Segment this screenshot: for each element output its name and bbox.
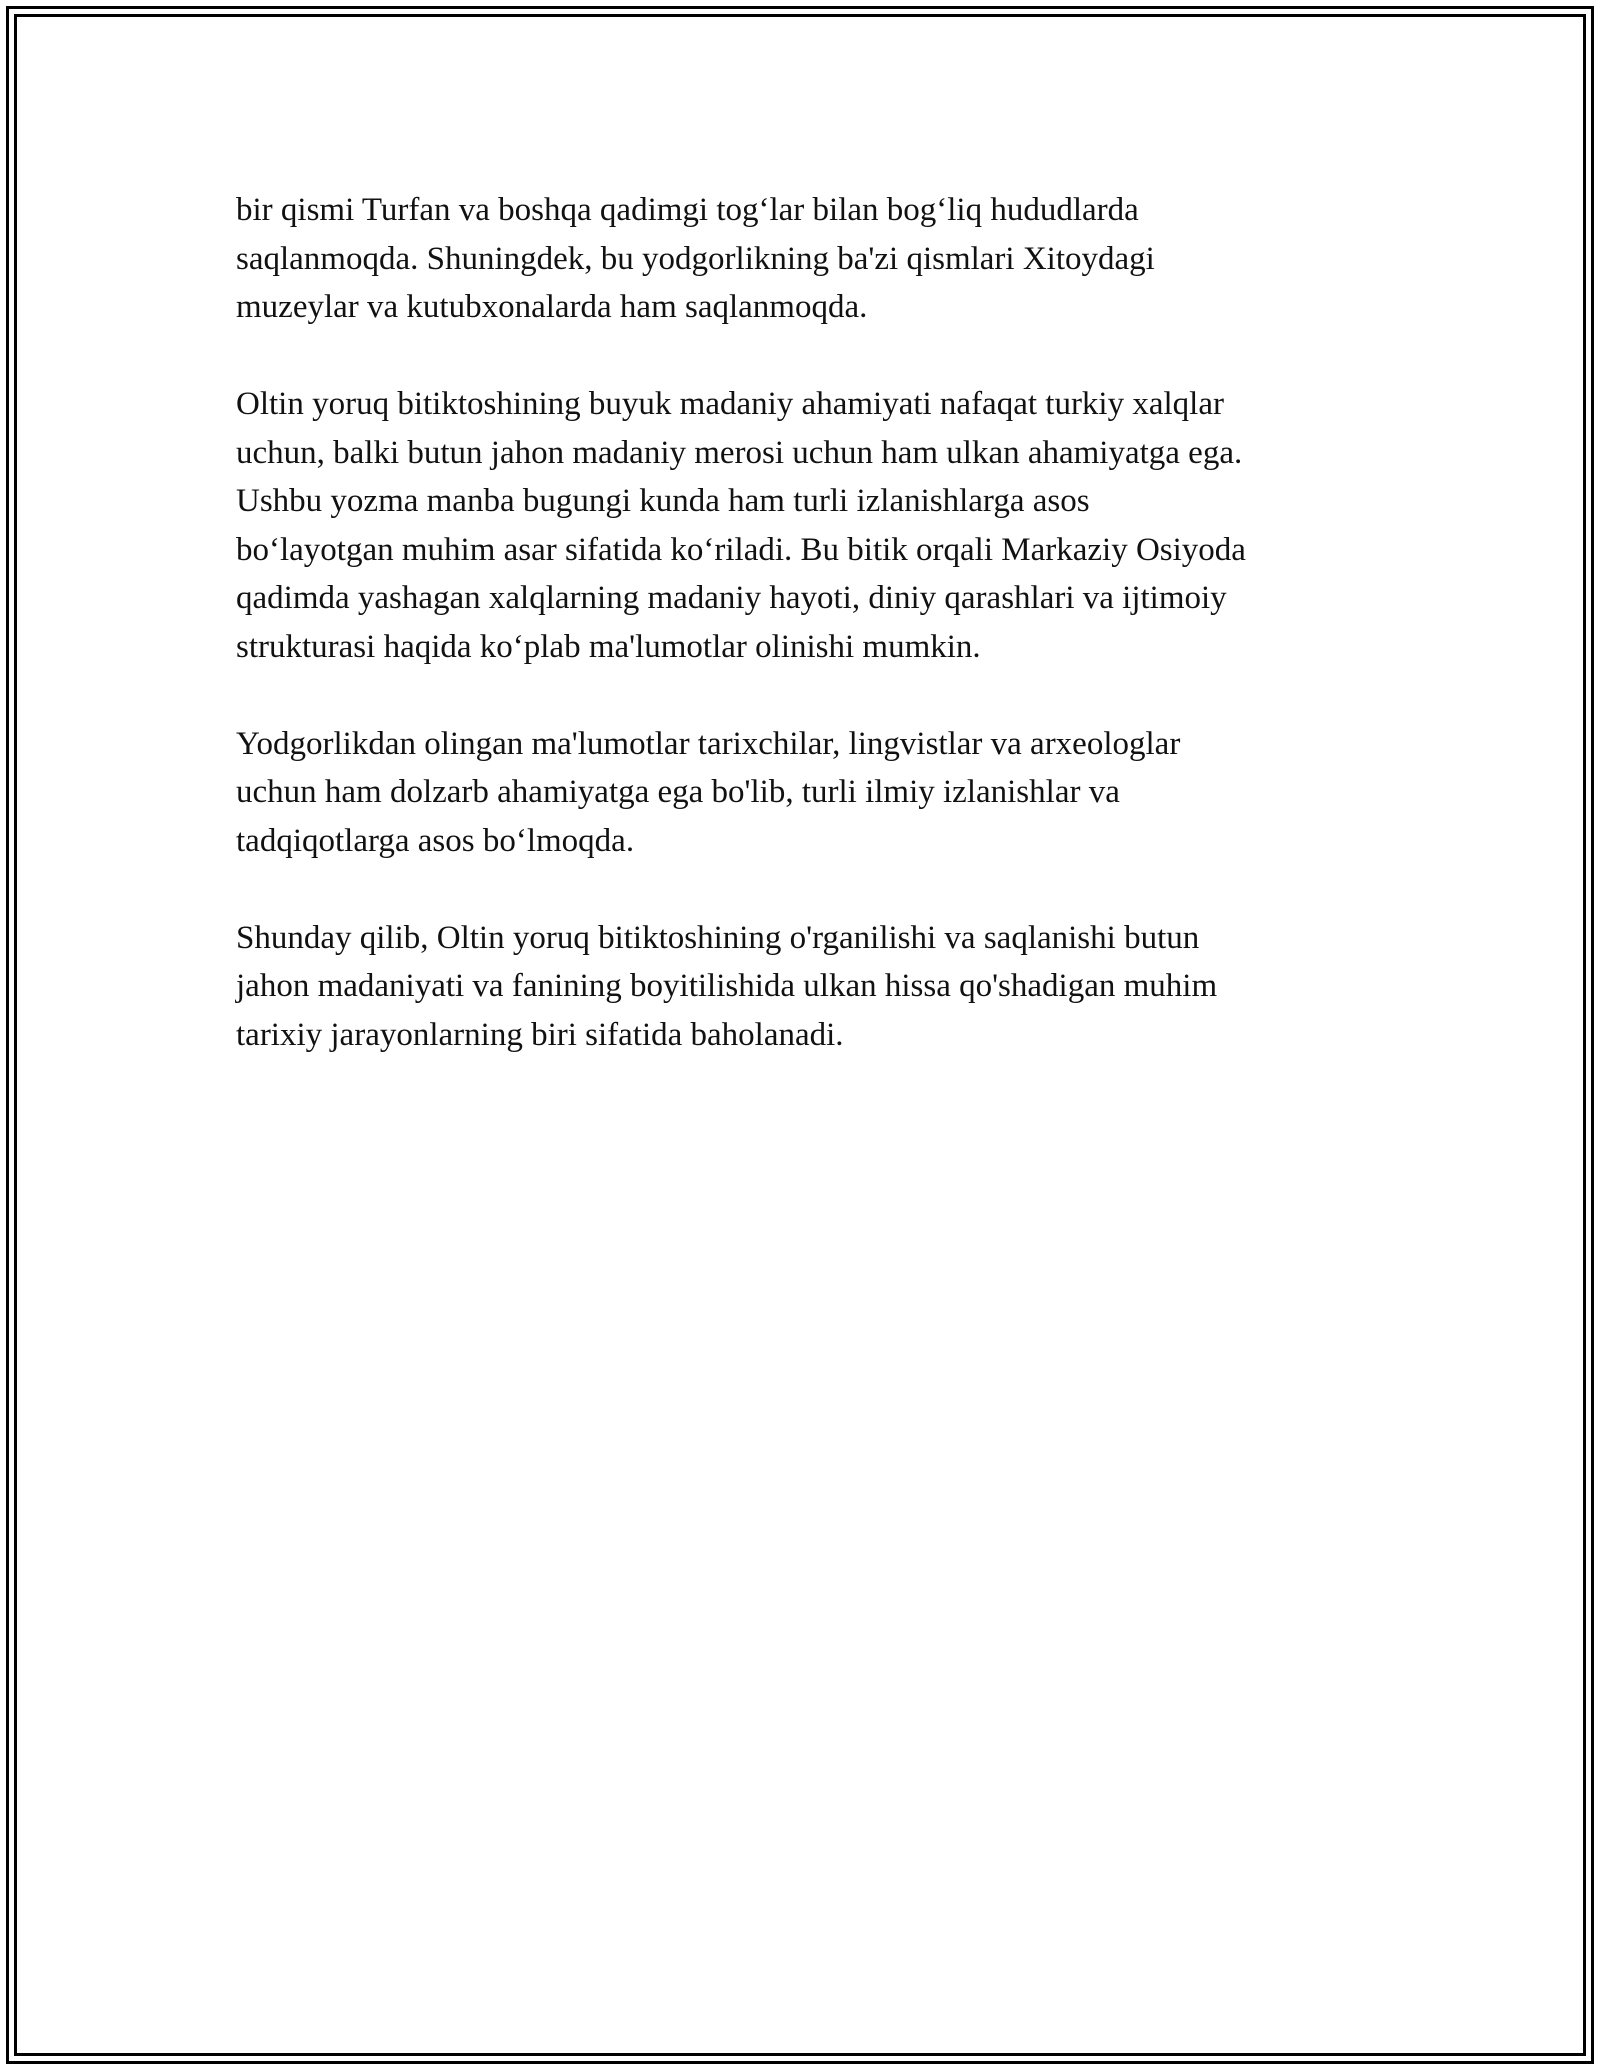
- text-line: qadimda yashagan xalqlarning madaniy hayoti, diniy qarashlari va ijtimoiy: [236, 580, 1227, 616]
- text-line: jahon madaniyati va fanining boyitilishida ulkan hissa qo'shadigan muhim: [236, 968, 1218, 1004]
- text-line: tadqiqotlarga asos bo‘lmoqda.: [236, 822, 635, 859]
- text-line: bir qismi Turfan va boshqa qadimgi tog‘lar bilan bog‘liq hududlarda: [236, 192, 1139, 228]
- paragraph-3: [236, 720, 1386, 866]
- text-line: Ushbu yozma manba bugungi kunda ham turli izlanishlarga asos: [236, 483, 1090, 519]
- text-line: uchun ham dolzarb ahamiyatga ega bo'lib, turli ilmiy izlanishlar va: [236, 774, 1120, 810]
- text-line: muzeylar va kutubxonalarda ham saqlanmoqda.: [236, 289, 868, 325]
- text-line: Yodgorlikdan olingan ma'lumotlar tarixchilar, lingvistlar va arxeologlar: [236, 725, 1181, 762]
- text-line: bo‘layotgan muhim asar sifatida ko‘riladi. Bu bitik orqali Markaziy Osiyoda: [236, 531, 1246, 568]
- text-line: Oltin yoruq bitiktoshining buyuk madaniy ahamiyati nafaqat turkiy xalqlar: [236, 386, 1224, 422]
- text-line: Shunday qilib, Oltin yoruq bitiktoshining o'rganilishi va saqlanishi butun: [236, 919, 1200, 956]
- paragraph-1: [236, 186, 1386, 332]
- text-line: uchun, balki butun jahon madaniy merosi uchun ham ulkan ahamiyatga ega.: [236, 434, 1243, 471]
- document-body: [236, 186, 1386, 1108]
- text-line: saqlanmoqda. Shuningdek, bu yodgorlikning ba'zi qismlari Xitoydagi: [236, 240, 1155, 277]
- text-line: tarixiy jarayonlarning biri sifatida baholanadi.: [236, 1016, 844, 1053]
- paragraph-2: [236, 380, 1386, 671]
- text-line: strukturasi haqida ko‘plab ma'lumotlar olinishi mumkin.: [236, 628, 981, 665]
- paragraph-4: [236, 914, 1386, 1060]
